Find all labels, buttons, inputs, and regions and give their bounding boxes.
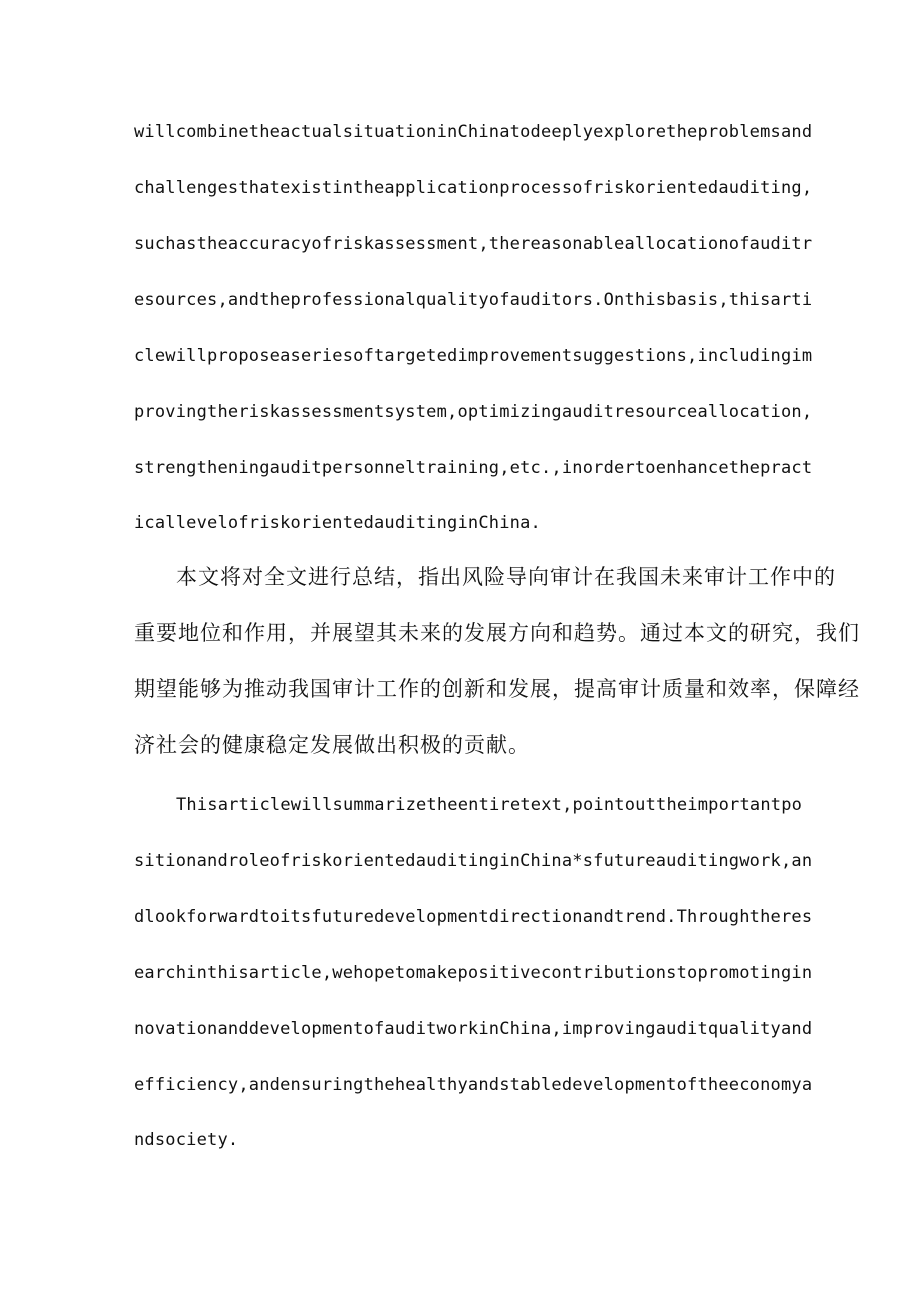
text-line: provingtheriskassessmentsystem,optimizingauditresourceallocation, <box>134 402 813 422</box>
text-line: willcombinetheactualsituationinChinatodeeplyexploretheproblemsand <box>134 122 813 142</box>
text-line: efficiency,andensuringthehealthyandstabledevelopmentoftheeconomya <box>134 1075 813 1095</box>
text-line: challengesthatexistintheapplicationprocessofriskorientedauditing, <box>134 178 813 198</box>
text-line: esources,andtheprofessionalqualityofauditors.Onthisbasis,thisarti <box>134 290 813 310</box>
text-line: strengtheningauditpersonneltraining,etc.,inordertoenhancethepract <box>134 458 813 478</box>
text-line: 期望能够为推动我国审计工作的创新和发展，提高审计质量和效率，保障经 <box>134 677 860 701</box>
text-line: 重要地位和作用，并展望其未来的发展方向和趋势。通过本文的研究，我们 <box>134 621 860 645</box>
text-line: 本文将对全文进行总结，指出风险导向审计在我国未来审计工作中的 <box>176 565 836 589</box>
text-line: Thisarticlewillsummarizetheentiretext,pointouttheimportantpo <box>176 795 803 815</box>
text-line: clewillproposeaseriesoftargetedimprovementsuggestions,includingim <box>134 346 813 366</box>
text-line: ndsociety. <box>134 1130 239 1150</box>
text-line: earchinthisarticle,wehopetomakepositivecontributionstopromotingin <box>134 963 813 983</box>
text-line: suchastheaccuracyofriskassessment,thereasonableallocationofauditr <box>134 234 813 254</box>
text-line: novationanddevelopmentofauditworkinChina,improvingauditqualityand <box>134 1019 813 1039</box>
text-line: 济社会的健康稳定发展做出积极的贡献。 <box>134 733 530 757</box>
text-line: icallevelofriskorientedauditinginChina. <box>134 513 541 533</box>
text-line: dlookforwardtoitsfuturedevelopmentdirectionandtrend.Throughtheres <box>134 907 813 927</box>
text-line: sitionandroleofriskorientedauditinginChina*sfutureauditingwork,an <box>134 851 813 871</box>
